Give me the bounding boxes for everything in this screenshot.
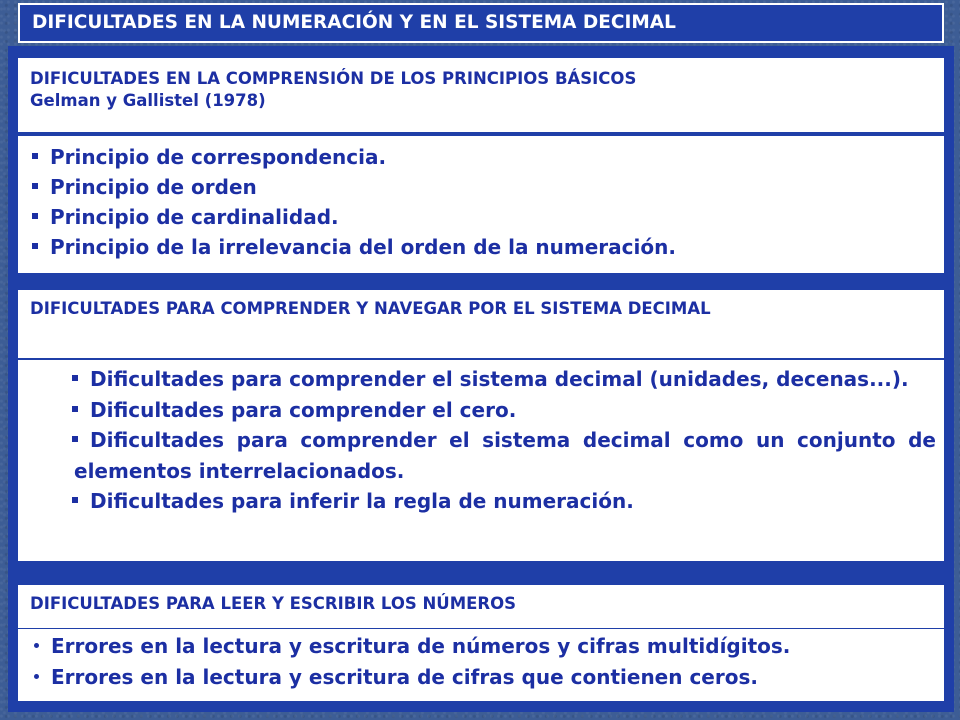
section-2-list	[74, 364, 936, 517]
square-bullet-icon	[72, 436, 78, 442]
section-1-body	[18, 136, 944, 273]
section-3-body	[18, 629, 944, 701]
list-item: Errores en la lectura y escritura de números y cifras multidígitos.	[32, 631, 930, 662]
list-item: Dificultades para comprender el cero.	[74, 395, 936, 426]
square-bullet-icon	[32, 153, 38, 159]
section-1-subheading: Gelman y Gallistel (1978)	[30, 91, 266, 110]
list-item: Principio de cardinalidad.	[32, 202, 930, 232]
section-1-header	[18, 58, 944, 132]
square-bullet-icon	[72, 406, 78, 412]
dot-bullet-icon	[34, 643, 39, 648]
section-3-list	[32, 631, 930, 693]
list-item: Dificultades para inferir la regla de numeración.	[74, 486, 936, 517]
list-item: Errores en la lectura y escritura de cifras que contienen ceros.	[32, 662, 930, 693]
dot-bullet-icon	[34, 674, 39, 679]
list-item: Principio de la irrelevancia del orden de la numeración.	[32, 232, 930, 262]
page-title: DIFICULTADES EN LA NUMERACIÓN Y EN EL SISTEMA DECIMAL	[18, 3, 944, 43]
section-1-heading: DIFICULTADES EN LA COMPRENSIÓN DE LOS PRINCIPIOS BÁSICOS	[30, 69, 637, 88]
square-bullet-icon	[72, 375, 78, 381]
list-item: Principio de orden	[32, 172, 930, 202]
square-bullet-icon	[32, 213, 38, 219]
list-item: Dificultades para comprender el sistema decimal (unidades, decenas...).	[74, 364, 936, 395]
square-bullet-icon	[32, 183, 38, 189]
section-3-heading: DIFICULTADES PARA LEER Y ESCRIBIR LOS NÚMEROS	[30, 594, 517, 613]
section-2-header	[18, 290, 944, 358]
section-1-list	[32, 142, 930, 262]
section-2-heading: DIFICULTADES PARA COMPRENDER Y NAVEGAR POR EL SISTEMA DECIMAL	[30, 299, 711, 318]
list-item: Dificultades para comprender el sistema decimal como un conjunto de elementos interrelacionados.	[74, 428, 936, 483]
square-bullet-icon	[72, 497, 78, 503]
square-bullet-icon	[32, 243, 38, 249]
section-3-header	[18, 585, 944, 628]
list-item: Principio de correspondencia.	[32, 142, 930, 172]
section-2-body	[18, 360, 944, 561]
